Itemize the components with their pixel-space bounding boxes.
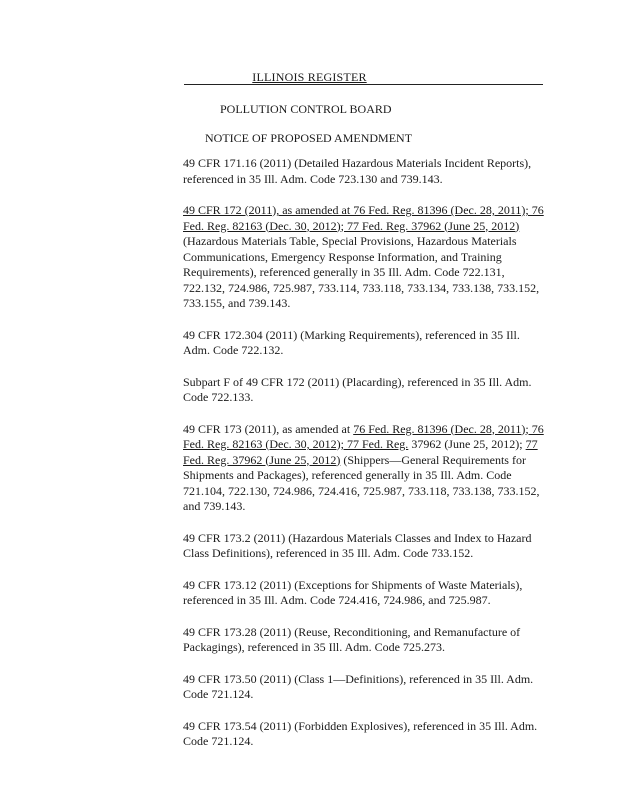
citation-reference: 49 CFR 172 (2011), as amended at 76 Fed. Reg. 81396 (Dec. 28, 2011); 76 Fed. Reg. 82163 (Dec. 30, 2012); 77 Fed. Reg. 37962 (June 25, 2012) bbox=[183, 203, 544, 233]
header-rule bbox=[184, 84, 543, 85]
citation-text: 49 CFR 172.304 (2011) (Marking Requirements), referenced in 35 Ill. Adm. Code 722.132. bbox=[183, 327, 520, 357]
citation-entry bbox=[183, 375, 548, 406]
citation-entry bbox=[183, 328, 548, 359]
citation-entry bbox=[183, 531, 548, 562]
citation-text: 49 CFR 171.16 (2011) (Detailed Hazardous Materials Incident Reports), referenced in 35 Ill. Adm. Code 723.130 and 739.143. bbox=[183, 156, 532, 186]
citation-entry bbox=[183, 625, 548, 656]
citation-text: 49 CFR 173.50 (2011) (Class 1—Definitions), referenced in 35 Ill. Adm. Code 721.124. bbox=[183, 671, 534, 701]
citation-text: 49 CFR 173 (2011), as amended at bbox=[183, 421, 354, 436]
citation-text: 37962 (June 25, 2012); bbox=[408, 437, 526, 451]
citation-entry bbox=[183, 719, 548, 750]
citation-text: (Hazardous Materials Table, Special Provisions, Hazardous Materials Communications, Emergency Response Information, and Training Requirements), referenced generally in 35 Ill. Adm. Code 722.131, 722.132, 724.986, 725.987, 733.114, 733.118, 733.134, 733.138, 733.152, 733.155, and 739.143. bbox=[183, 234, 540, 310]
citation-entry bbox=[183, 672, 548, 703]
citation-text: 49 CFR 173.12 (2011) (Exceptions for Shipments of Waste Materials), referenced in 35 Ill. Adm. Code 724.416, 724.986, and 725.987. bbox=[183, 577, 523, 607]
register-title: ILLINOIS REGISTER bbox=[252, 70, 367, 84]
citation-text: (Shippers—General Requirements for Shipments and Packages), referenced generally in 35 Ill. Adm. Code 721.104, 722.130, 724.986, 724.416, 725.987, 733.118, 733.138, 733.152, and 739.143. bbox=[183, 452, 540, 513]
register-header bbox=[0, 70, 619, 85]
citation-entry bbox=[183, 422, 548, 515]
citation-entry bbox=[183, 203, 548, 312]
citation-entry bbox=[183, 578, 548, 609]
citation-entry bbox=[183, 156, 548, 187]
notice-title: NOTICE OF PROPOSED AMENDMENT bbox=[205, 131, 413, 145]
citation-text: 49 CFR 173.28 (2011) (Reuse, Reconditioning, and Remanufacture of Packagings), referenced in 35 Ill. Adm. Code 725.273. bbox=[183, 624, 521, 654]
citation-reference: 77 Fed. Reg. 37962 (June 25, 2012) bbox=[183, 437, 538, 467]
citation-list bbox=[183, 156, 548, 766]
board-name: POLLUTION CONTROL BOARD bbox=[220, 102, 392, 116]
citation-text: 49 CFR 173.2 (2011) (Hazardous Materials Classes and Index to Hazard Class Definitions), referenced in 35 Ill. Adm. Code 733.152. bbox=[183, 530, 532, 560]
citation-text: Subpart F of 49 CFR 172 (2011) (Placarding), referenced in 35 Ill. Adm. Code 722.133. bbox=[183, 374, 532, 404]
citation-text: 49 CFR 173.54 (2011) (Forbidden Explosives), referenced in 35 Ill. Adm. Code 721.124. bbox=[183, 718, 538, 748]
citation-reference: 76 Fed. Reg. 81396 (Dec. 28, 2011); 76 Fed. Reg. 82163 (Dec. 30, 2012); 77 Fed. Reg. bbox=[183, 421, 544, 451]
